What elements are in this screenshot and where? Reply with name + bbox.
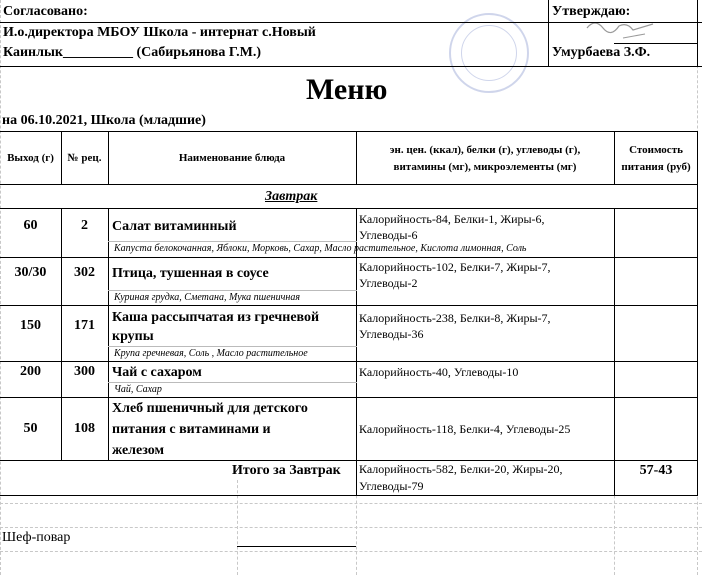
ingredient-divider: [108, 241, 357, 242]
header-divider: [0, 22, 702, 23]
gridline: [0, 551, 702, 552]
col-header-output: Выход (г): [7, 152, 54, 164]
recipe-cell: 171: [74, 318, 95, 333]
col-divider: [356, 131, 357, 185]
gridline: [0, 0, 1, 575]
dish-name: Чай с сахаром: [112, 365, 202, 380]
section-title: Завтрак: [265, 189, 318, 204]
approve-title: Утверждаю:: [552, 4, 631, 19]
recipe-cell: 2: [81, 218, 88, 233]
table-bottom-border: [0, 495, 698, 496]
output-cell: 150: [20, 318, 41, 333]
table-header-bottom: [0, 184, 698, 185]
nutrition-line-1: Калорийность-84, Белки-1, Жиры-6,: [359, 212, 545, 226]
row-divider: [0, 361, 698, 362]
row-divider: [0, 257, 698, 258]
menu-date-subtitle: на 06.10.2021, Школа (младшие): [2, 113, 206, 128]
table-top-border: [0, 131, 698, 132]
dish-name: Салат витаминный: [112, 219, 237, 234]
official-stamp: [449, 13, 529, 93]
page-title: Меню: [306, 73, 388, 106]
col-divider: [108, 208, 109, 461]
dish-name-line-2: питания с витаминами и: [112, 422, 271, 437]
nutrition-line-1: Калорийность-238, Белки-8, Жиры-7,: [359, 311, 551, 325]
dish-name-line-1: Хлеб пшеничный для детского: [112, 401, 308, 416]
gridline: [0, 527, 702, 528]
total-nutrition-line-2: Углеводы-79: [359, 479, 424, 493]
signature-line: [614, 43, 698, 44]
signature: [583, 8, 663, 44]
total-cost: 57-43: [639, 463, 673, 478]
header-vertical-divider: [548, 0, 549, 67]
section-bottom: [0, 208, 698, 209]
output-cell: 60: [23, 218, 38, 233]
ingredients: Капуста белокочанная, Яблоки, Морковь, Сахар, Масло растительное, Кислота лимонная, Соль: [114, 243, 527, 254]
total-top: [0, 460, 698, 461]
dish-name-line-2: крупы: [112, 329, 154, 344]
output-cell: 200: [20, 364, 41, 379]
nutrition-line-2: Углеводы-36: [359, 327, 424, 341]
ingredient-divider: [108, 290, 357, 291]
ingredients: Куриная грудка, Сметана, Мука пшеничная: [114, 292, 300, 303]
ingredients: Крупа гречневая, Соль , Масло растительное: [114, 348, 308, 359]
row-divider: [0, 397, 698, 398]
approval-line-1: И.о.директора МБОУ Школа - интернат с.Новый: [3, 25, 316, 40]
header-bottom-line: [0, 66, 702, 67]
col-header-cost-2: питания (руб): [621, 161, 691, 173]
nutrition-line-2: Углеводы-2: [359, 276, 418, 290]
dish-name: Птица, тушенная в соусе: [112, 266, 269, 281]
row-divider: [0, 305, 698, 306]
col-header-nutrition-2: витамины (мг), микроэлементы (мг): [393, 161, 577, 173]
col-divider: [614, 131, 615, 185]
gridline: [0, 503, 702, 504]
nutrition-line-2: Углеводы-6: [359, 228, 418, 242]
col-header-cost-1: Стоимость: [629, 144, 683, 156]
dish-name-line-3: железом: [112, 443, 165, 458]
table-right-border: [697, 131, 698, 496]
chef-signature-line: [237, 546, 356, 547]
approval-title: Согласовано:: [3, 4, 88, 19]
output-cell: 50: [23, 421, 38, 436]
dish-name-line-1: Каша рассыпчатая из гречневой: [112, 310, 320, 325]
recipe-cell: 108: [74, 421, 95, 436]
nutrition-line-1: Калорийность-118, Белки-4, Углеводы-25: [359, 422, 571, 436]
nutrition-line-1: Калорийность-40, Углеводы-10: [359, 365, 519, 379]
approval-line-2: Каинлык__________ (Сабирьянова Г.М.): [3, 45, 262, 60]
approver-name: Умурбаева З.Ф.: [552, 45, 651, 60]
nutrition-line-1: Калорийность-102, Белки-7, Жиры-7,: [359, 260, 551, 274]
recipe-cell: 300: [74, 364, 95, 379]
total-nutrition-line-1: Калорийность-582, Белки-20, Жиры-20,: [359, 462, 563, 476]
output-cell: 30/30: [14, 265, 47, 280]
col-divider: [614, 208, 615, 496]
col-header-dish: Наименование блюда: [178, 152, 286, 164]
recipe-cell: 302: [74, 265, 95, 280]
ingredients: Чай, Сахар: [114, 384, 162, 395]
header-right-border: [697, 0, 698, 67]
chef-label: Шеф-повар: [2, 530, 71, 545]
total-label: Итого за Завтрак: [232, 463, 341, 478]
col-header-recipe: № рец.: [67, 152, 102, 164]
col-header-nutrition-1: эн. цен. (ккал), белки (г), углеводы (г),: [389, 144, 581, 156]
